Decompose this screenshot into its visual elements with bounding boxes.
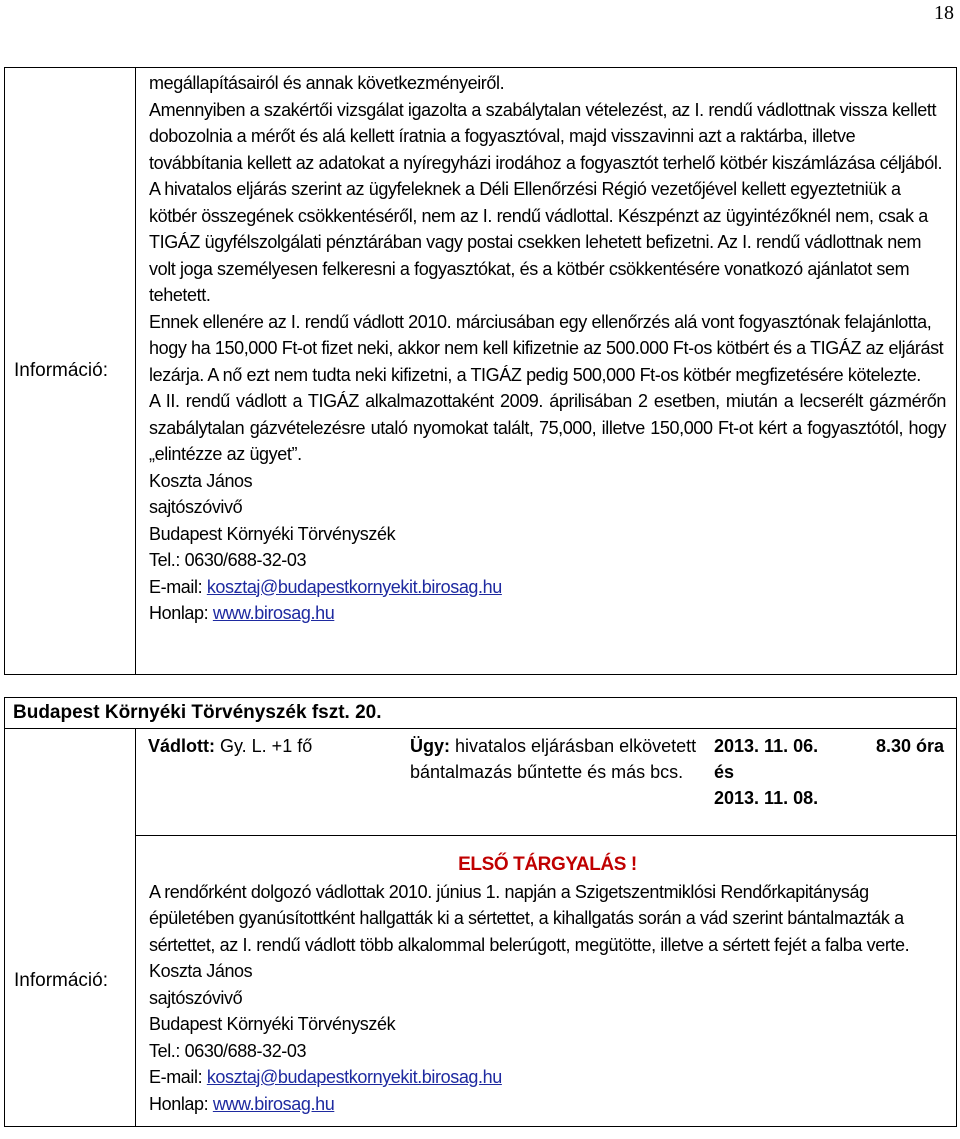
case-label: Ügy:	[410, 736, 450, 756]
defendant-cell	[136, 729, 404, 835]
contact-name: Koszta János	[149, 961, 253, 981]
hearing-description: A rendőrként dolgozó vádlottak 2010. június 1. napján a Szigetszentmiklósi Rendőrkapitányság épületében gyanúsítottként hallgatták ki a sértettet, a kihallgatás során a vád szerint bántalmazták a sértettet, az I. rendű vádlott több alkalommal belerúgott, megütötte, illetve a sértett fejét a falba verte.	[149, 881, 910, 955]
info-content	[136, 68, 957, 675]
info-paragraph: A hivatalos eljárás szerint az ügyfeleknek a Déli Ellenőrzési Régió vezetőjével kellett egyeztetniük a kötbér összegének csökkentéséről, nem az I. rendű vádlottal. Készpénzt az ügyintézőknél nem, csak a TIGÁZ ügyfélszolgálati pénztárában vagy postai csekken lehetett befizetni. Az I. rendű vádlottnak nem volt joga személyesen felkeresni a fogyasztókat, és a kötbér csökkentésére vonatkozó ajánlatot sem tehetett.	[149, 179, 928, 305]
info-label: Információ:	[5, 68, 136, 675]
contact-org: Budapest Környéki Törvényszék	[149, 1014, 396, 1034]
contact-role: sajtószóvivő	[149, 987, 243, 1008]
hearing-info	[136, 836, 957, 1127]
empty-cell	[5, 729, 136, 836]
contact-web-row	[149, 600, 946, 627]
defendant-label: Vádlott:	[148, 736, 215, 756]
info-label: Információ:	[5, 836, 136, 1127]
email-link[interactable]: kosztaj@budapestkornyekit.birosag.hu	[206, 576, 502, 597]
contact-email-row	[149, 1064, 946, 1091]
email-link[interactable]: kosztaj@budapestkornyekit.birosag.hu	[206, 1067, 502, 1087]
contact-web-row	[149, 1091, 946, 1118]
location-caption: Budapest Környéki Törvényszék fszt. 20.	[5, 698, 957, 729]
email-label: E-mail:	[149, 1067, 207, 1087]
info-block-1	[4, 67, 957, 675]
contact-org: Budapest Környéki Törvényszék	[149, 523, 396, 544]
website-link[interactable]: www.birosag.hu	[212, 1093, 335, 1114]
contact-name: Koszta János	[149, 470, 253, 491]
info-paragraph: Amennyiben a szakértői vizsgálat igazolta a szabálytalan vételezést, az I. rendű vádlottnak vissza kellett dobozolnia a mérőt és alá kellett íratnia a fogyasztóval, majd visszavinni azt a raktárba, illetve továbbítania kellett az adatokat a nyíregyházi irodához a fogyasztót terhelő kötbér kiszámlázása céljából.	[149, 99, 943, 173]
contact-email-row	[149, 574, 946, 601]
contact-tel: Tel.: 0630/688-32-03	[149, 550, 307, 570]
info-paragraph: megállapításairól és annak következményeiről.	[149, 73, 505, 93]
email-label: E-mail:	[149, 576, 207, 597]
website-link[interactable]: www.birosag.hu	[212, 603, 335, 623]
hearing-block	[4, 697, 957, 1127]
defendant-value: Gy. L. +1 fő	[215, 736, 313, 756]
contact-block	[149, 958, 946, 1117]
case-row	[136, 729, 957, 836]
case-value: hivatalos eljárásban elkövetett bántalmazás bűntette és más bcs.	[410, 736, 697, 782]
case-cell	[404, 729, 700, 835]
date-second: 2013. 11. 08.	[714, 788, 819, 808]
contact-block	[149, 468, 946, 627]
contact-role: sajtószóvivő	[149, 497, 243, 517]
info-paragraph: Ennek ellenére az I. rendű vádlott 2010. márciusában egy ellenőrzés alá vont fogyasztónak felajánlotta, hogy ha 150,000 Ft-ot fizet neki, akkor nem kell kifizetnie az 500.000 Ft-os kötbért és a TIGÁZ az eljárást lezárja. A nő ezt nem tudta neki kifizetni, a TIGÁZ pedig 500,000 Ft-os kötbér megfizetésére kötelezte.	[149, 311, 944, 385]
hearing-title: ELSŐ TÁRGYALÁS !	[458, 854, 637, 875]
contact-tel: Tel.: 0630/688-32-03	[149, 1040, 307, 1061]
date-and: és	[714, 762, 735, 782]
date-first: 2013. 11. 06.	[714, 736, 819, 756]
web-label: Honlap:	[149, 1093, 213, 1114]
info-paragraph: A II. rendű vádlott a TIGÁZ alkalmazottaként 2009. áprilisában 2 esetben, miután a lecserélt gázmérőn szabálytalan gázvételezésre utaló nyomokat talált, 75,000, illetve 150,000 Ft-ot kért a fogyasztótól, hogy „elintézze az ügyet”.	[149, 391, 946, 464]
time-cell: 8.30 óra	[876, 736, 945, 756]
date-cell	[700, 729, 864, 835]
web-label: Honlap:	[149, 603, 213, 623]
page-number: 18	[934, 2, 954, 24]
